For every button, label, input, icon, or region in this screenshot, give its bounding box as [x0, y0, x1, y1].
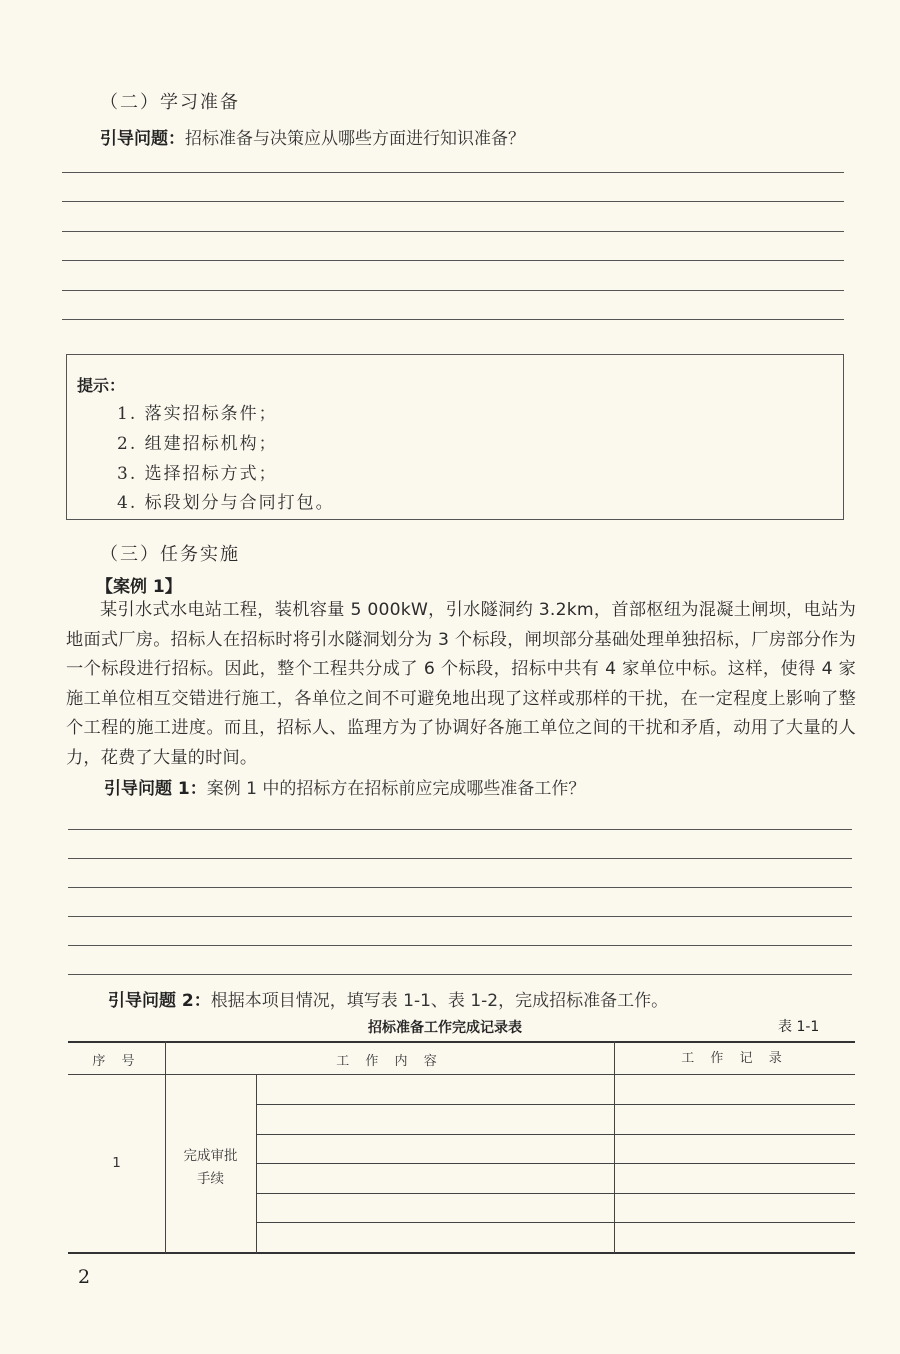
answer-line[interactable]	[62, 290, 844, 291]
case-title: 【案例 1】	[96, 577, 182, 597]
hint-item: 3. 选择招标方式；	[117, 464, 278, 484]
hint-item: 4. 标段划分与合同打包。	[117, 493, 335, 513]
answer-line[interactable]	[62, 201, 844, 202]
answer-line[interactable]	[68, 858, 852, 859]
record-cell[interactable]	[615, 1075, 854, 1104]
answer-line[interactable]	[68, 945, 852, 946]
answer-line[interactable]	[62, 319, 844, 320]
guide-question-1-text: 案例 1 中的招标方在招标前应完成哪些准备工作？	[206, 779, 586, 799]
content-cell[interactable]	[257, 1223, 614, 1252]
record-table	[68, 1041, 855, 1253]
hint-box	[66, 354, 844, 520]
section-heading-study-prep: （二）学习准备	[100, 92, 240, 113]
content-cell[interactable]	[257, 1194, 614, 1223]
hint-title: 提示：	[77, 376, 126, 395]
record-cell[interactable]	[615, 1223, 854, 1252]
guide-question-2-label: 引导问题 2：	[108, 991, 211, 1011]
table-caption: 招标准备工作完成记录表	[368, 1020, 522, 1036]
guide-question-2	[108, 986, 668, 1011]
page-number: 2	[78, 1266, 91, 1288]
answer-line[interactable]	[68, 916, 852, 917]
section-heading-task-implementation: （三）任务实施	[100, 544, 240, 565]
case-paragraph: 某引水式水电站工程，装机容量 5 000kW，引水隧洞约 3.2km，首部枢纽为混凝土闸坝，电站为地面式厂房。招标人在招标时将引水隧洞划分为 3 个标段，闸坝部分基础处理单独招标，厂房部分作为一个标段进行招标。因此，整个工程共分成了 6 个标段，招标中共有 4 家单位中标。这样，使得 4 家施工单位相互交错进行施工，各单位之间不可避免地出现了这样或那样的干扰，在一定程度上影响了整个工程的施工进度。而且，招标人、监理方为了协调好各施工单位之间的干扰和矛盾，动用了大量的人力，花费了大量的时间。	[66, 600, 856, 768]
answer-line[interactable]	[62, 172, 844, 173]
answer-line[interactable]	[68, 887, 852, 888]
guide-question-label: 引导问题：	[100, 129, 185, 149]
record-cell[interactable]	[615, 1194, 854, 1223]
cell-category-line1: 完成审批	[183, 1148, 238, 1164]
guide-question-2-text: 根据本项目情况，填写表 1-1、表 1-2，完成招标准备工作。	[210, 991, 669, 1011]
hint-item: 2. 组建招标机构；	[117, 434, 278, 454]
answer-line[interactable]	[62, 260, 844, 261]
content-cell[interactable]	[257, 1164, 614, 1193]
cell-seq: 1	[112, 1155, 121, 1171]
header-record: 工 作 记 录	[681, 1051, 788, 1066]
guide-question-1	[104, 774, 585, 799]
answer-line[interactable]	[62, 231, 844, 232]
answer-line[interactable]	[68, 974, 852, 975]
content-cell[interactable]	[257, 1135, 614, 1164]
guide-question	[100, 124, 525, 149]
hint-item: 1. 落实招标条件；	[117, 404, 278, 424]
table-number: 表 1-1	[778, 1019, 820, 1035]
record-cell[interactable]	[615, 1164, 854, 1193]
record-cell[interactable]	[615, 1135, 854, 1164]
answer-line[interactable]	[68, 829, 852, 830]
table-bottom-rule	[68, 1252, 855, 1254]
guide-question-text: 招标准备与决策应从哪些方面进行知识准备？	[185, 129, 525, 149]
cell-category-line2: 手续	[197, 1171, 224, 1187]
content-cell[interactable]	[257, 1075, 614, 1104]
table-top-rule	[68, 1041, 855, 1043]
content-cell[interactable]	[257, 1105, 614, 1134]
guide-question-1-label: 引导问题 1：	[104, 779, 207, 799]
record-cell[interactable]	[615, 1105, 854, 1134]
header-content: 工 作 内 容	[336, 1054, 443, 1069]
header-seq: 序 号	[92, 1054, 141, 1069]
